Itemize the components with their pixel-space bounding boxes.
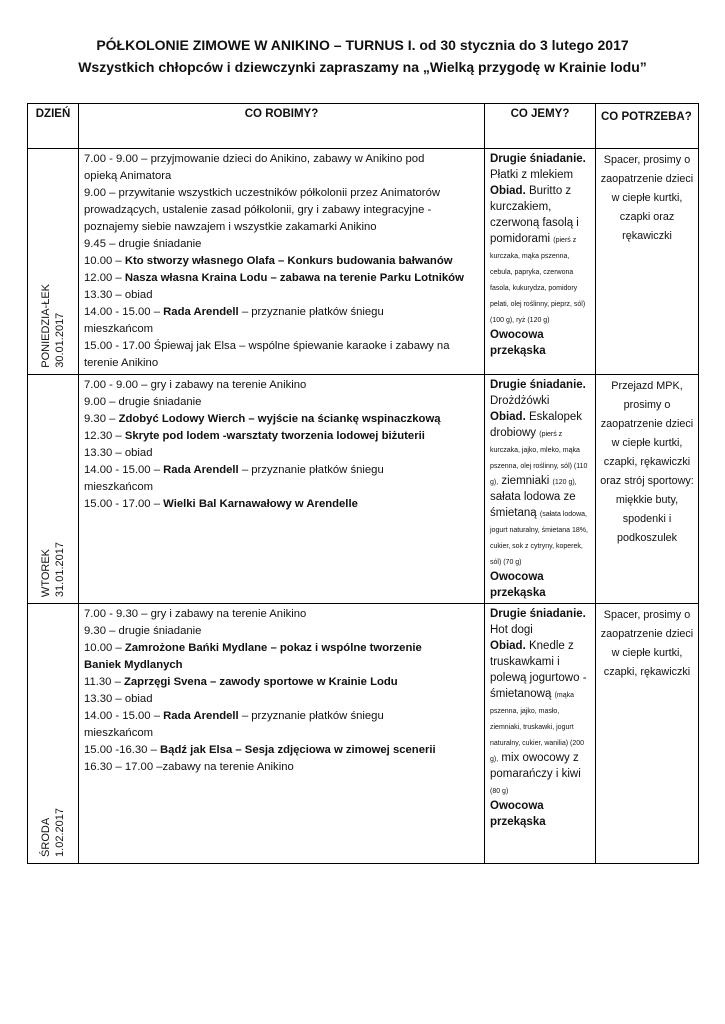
lunch-label: Obiad. xyxy=(490,185,526,197)
side-item: ziemniaki xyxy=(501,475,550,487)
header-day: DZIEŃ xyxy=(28,104,79,149)
activity-text: 9.30 – xyxy=(84,413,119,425)
document-subtitle: Wszystkich chłopców i dziewczynki zapraszamy na „Wielką przygodę w Krainie lodu” xyxy=(78,59,647,75)
activity-line xyxy=(84,445,479,462)
activity-text: 9.30 – drugie śniadanie xyxy=(84,625,202,637)
activity-text: 14.00 - 15.00 – xyxy=(84,306,164,318)
table-row xyxy=(28,375,699,604)
dessert-item: Owocowa przekąska xyxy=(490,571,546,599)
header-needs: CO POTRZEBA? xyxy=(596,104,699,149)
activity-rest: – przyznanie płatków śniegu xyxy=(238,710,384,722)
activity-highlight: Zaprzęgi Svena – zawody sportowe w Krainie Lodu xyxy=(124,676,398,688)
activity-highlight: Zdobyć Lodowy Wierch – wyjście na ściankę wspinaczkową xyxy=(118,413,441,425)
side-ingredients: (80 g) xyxy=(490,788,509,795)
table-row xyxy=(28,149,699,375)
activity-text: 10.00 – xyxy=(84,255,125,267)
header-food: CO JEMY? xyxy=(485,104,596,149)
activity-line xyxy=(84,321,479,338)
breakfast-item: Drożdżówki xyxy=(490,395,550,407)
activity-text: 12.30 – xyxy=(84,430,125,442)
food-cell xyxy=(485,604,596,864)
activity-line xyxy=(84,377,479,394)
activity-text: 13.30 – obiad xyxy=(84,289,153,301)
breakfast-item: Płatki z mlekiem xyxy=(490,169,574,181)
activity-line xyxy=(84,708,479,725)
activity-highlight: Nasza własna Kraina Lodu – zabawa na terenie Parku Lotników xyxy=(124,272,464,284)
day-cell xyxy=(28,375,79,604)
activity-line xyxy=(84,674,479,691)
activity-text: 9.45 – drugie śniadanie xyxy=(84,238,202,250)
activity-line xyxy=(84,185,479,202)
day-date: 30.01.2017 xyxy=(54,312,66,368)
activity-text: 14.00 - 15.00 – xyxy=(84,710,164,722)
side-item: mix owocowy z pomarańczy i kiwi xyxy=(490,752,581,780)
activity-line xyxy=(84,496,479,513)
activity-highlight: Bądź jak Elsa – Sesja zdjęciowa w zimowej scenerii xyxy=(160,744,436,756)
activity-line xyxy=(84,168,479,185)
schedule-table xyxy=(27,103,699,864)
activity-line xyxy=(84,759,479,776)
activity-text: 13.30 – obiad xyxy=(84,447,153,459)
day-name: WTOREK xyxy=(40,548,52,597)
document-title: PÓŁKOLONIE ZIMOWE W ANIKINO – TURNUS I. od 30 stycznia do 3 lutego 2017 xyxy=(96,37,629,53)
activity-text: 11.30 – xyxy=(84,676,124,688)
activity-text: 15.00 - 17.00 – xyxy=(84,498,164,510)
activity-text: prowadzących, ustalenie zasad półkolonii, gry i zabawy integracyjne - xyxy=(84,204,432,216)
activity-text: mieszkańcom xyxy=(84,727,154,739)
side-ingredients: (120 g), xyxy=(552,479,577,486)
day-date: 31.01.2017 xyxy=(54,541,66,597)
activity-text: mieszkańcom xyxy=(84,481,154,493)
side-ingredients-2: (sałata lodowa, jogurt naturalny, śmietana 18%, cukier, sok z cytryny, koperek, sól) (70 g) xyxy=(490,511,588,566)
food-cell xyxy=(485,149,596,375)
lunch-label: Obiad. xyxy=(490,411,526,423)
activities-cell xyxy=(79,149,485,375)
activities-cell xyxy=(79,604,485,864)
day-name: PONIEDZIA-ŁEK xyxy=(40,284,52,368)
activity-text: 10.00 – xyxy=(84,642,125,654)
activity-text: terenie Anikino xyxy=(84,357,159,369)
activity-line xyxy=(84,304,479,321)
breakfast-item: Hot dogi xyxy=(490,624,533,636)
activity-text: 15.00 - 17.00 Śpiewaj jak Elsa – wspólne śpiewanie karaoke i zabawy na xyxy=(84,340,450,352)
activity-text: 9.00 – przywitanie wszystkich uczestników półkolonii przez Animatorów xyxy=(84,187,441,199)
needs-cell: Przejazd MPK, prosimy o zaopatrzenie dzieci w ciepłe kurtki, czapki, rękawiczki oraz strój sportowy: miękkie buty, spodenki i podkoszulek xyxy=(596,375,699,604)
activity-line xyxy=(84,725,479,742)
side-item-2: sałata lodowa ze śmietaną xyxy=(490,491,576,519)
lunch-ingredients: (pierś z kurczaka, jajko, mleko, mąka pszenna, olej roślinny, sól) (110 g), xyxy=(490,431,588,486)
document-header xyxy=(0,34,725,78)
day-name: ŚRODA xyxy=(40,817,52,857)
activity-text: 7.00 - 9.00 – gry i zabawy na terenie Anikino xyxy=(84,379,307,391)
day-cell xyxy=(28,149,79,375)
lunch-ingredients: (pierś z kurczaka, mąka pszenna, cebula, papryka, czerwona fasola, kukurydza, pomidory pelati, olej roślinny, pieprz, sól) (100 g), ryż (120 g) xyxy=(490,237,586,324)
activity-line xyxy=(84,338,479,355)
activity-text: 7.00 - 9.00 – przyjmowanie dzieci do Anikino, zabawy w Anikino pod xyxy=(84,153,425,165)
activity-line xyxy=(84,287,479,304)
dessert-item: Owocowa przekąska xyxy=(490,329,546,357)
activity-line xyxy=(84,202,479,219)
day-cell xyxy=(28,604,79,864)
activity-text: 15.00 -16.30 – xyxy=(84,744,161,756)
activity-text: 7.00 - 9.30 – gry i zabawy na terenie Anikino xyxy=(84,608,307,620)
activity-text: poznajemy siebie nawzajem i wszystkie zakamarki Anikino xyxy=(84,221,377,233)
lunch-label: Obiad. xyxy=(490,640,526,652)
breakfast-label: Drugie śniadanie. xyxy=(490,608,586,620)
activity-line xyxy=(84,253,479,270)
activity-text: 14.00 - 15.00 – xyxy=(84,464,164,476)
activity-line xyxy=(84,606,479,623)
activity-text: 13.30 – obiad xyxy=(84,693,153,705)
activity-line xyxy=(84,742,479,759)
activity-line xyxy=(84,219,479,236)
lunch-item: Eskalopek drobiowy xyxy=(490,411,583,439)
lunch-item: Knedle z truskawkami i polewą jogurtowo - śmietanową xyxy=(490,640,587,700)
lunch-item: Buritto z kurczakiem, czerwoną fasolą i pomidorami xyxy=(490,185,579,245)
activity-highlight: Skryte pod lodem -warsztaty tworzenia lodowej biżuterii xyxy=(124,430,425,442)
table-header-row xyxy=(28,104,699,149)
activity-line xyxy=(84,411,479,428)
activity-line xyxy=(84,270,479,287)
activity-rest: – przyznanie płatków śniegu xyxy=(238,464,384,476)
activity-line xyxy=(84,394,479,411)
activity-highlight: Zamrożone Bańki Mydlane – pokaz i wspólne tworzenie xyxy=(124,642,422,654)
day-date: 1.02.2017 xyxy=(54,808,66,857)
breakfast-label: Drugie śniadanie. xyxy=(490,153,586,165)
activity-line xyxy=(84,151,479,168)
activity-line xyxy=(84,640,479,657)
needs-cell: Spacer, prosimy o zaopatrzenie dzieci w ciepłe kurtki, czapki oraz rękawiczki xyxy=(596,149,699,375)
activity-text: 16.30 – 17.00 –zabawy na terenie Anikino xyxy=(84,761,294,773)
activity-line xyxy=(84,479,479,496)
activity-line xyxy=(84,691,479,708)
activities-cell xyxy=(79,375,485,604)
activity-text: mieszkańcom xyxy=(84,323,154,335)
activity-highlight: Baniek Mydlanych xyxy=(84,659,183,671)
needs-cell: Spacer, prosimy o zaopatrzenie dzieci w ciepłe kurtki, czapki, rękawiczki xyxy=(596,604,699,864)
activity-highlight: Rada Arendell xyxy=(163,464,239,476)
breakfast-label: Drugie śniadanie. xyxy=(490,379,586,391)
activity-text: 9.00 – drugie śniadanie xyxy=(84,396,202,408)
activity-text: 12.00 – xyxy=(84,272,125,284)
activity-line xyxy=(84,428,479,445)
day-label xyxy=(39,808,66,857)
activity-line xyxy=(84,236,479,253)
activity-line xyxy=(84,623,479,640)
dessert-item: Owocowa przekąska xyxy=(490,800,546,828)
activity-highlight: Rada Arendell xyxy=(163,710,239,722)
activity-line xyxy=(84,657,479,674)
activity-text: opieką Animatora xyxy=(84,170,172,182)
activity-highlight: Kto stworzy własnego Olafa – Konkurs budowania bałwanów xyxy=(124,255,453,267)
day-label xyxy=(39,284,66,368)
activity-highlight: Wielki Bal Karnawałowy w Arendelle xyxy=(163,498,358,510)
day-label xyxy=(39,541,66,597)
header-activities: CO ROBIMY? xyxy=(79,104,485,149)
activity-line xyxy=(84,462,479,479)
activity-line xyxy=(84,355,479,372)
activity-highlight: Rada Arendell xyxy=(163,306,239,318)
table-row xyxy=(28,604,699,864)
lunch-ingredients: (mąka pszenna, jajko, masło, ziemniaki, truskawki, jogurt naturalny, cukier, wanilia) (200 g), xyxy=(490,692,585,763)
activity-rest: – przyznanie płatków śniegu xyxy=(238,306,384,318)
food-cell xyxy=(485,375,596,604)
